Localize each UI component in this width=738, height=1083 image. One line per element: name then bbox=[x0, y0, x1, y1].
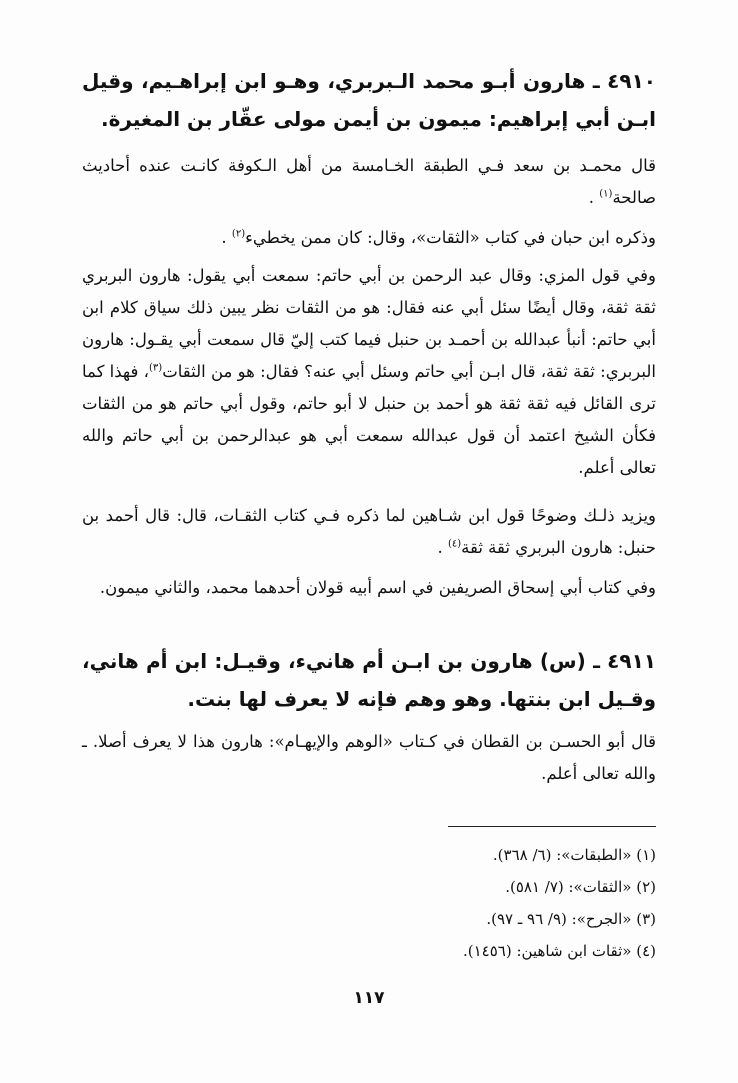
footnote-ref-1[interactable]: (١) bbox=[599, 188, 613, 200]
entry-4910-paragraph-3: وفي قول المزي: وقال عبد الرحمن بن أبي حاتم: سمعت أبي يقول: هارون البربري ثقة ثقة، وقال أيضًا سئل أبي عنه فقال: هو من الثقات نظر يبين ذلك سياق كلام ابن أبي حاتم: أنبأ عبدالله بن أحمـد بن حنبل فيما كتب إليّ قال سمعت أبي يقـول: هارون البربري: ثقة ثقة، قال ابـن أبي حاتم وسئل أبي عنه؟ فقال: هو من الثقات$^{(٣)}$، فهذا كما ترى القائل فيه ثقة ثقة هو أحمد بن حنبل لا أبو حاتم، وقول أبي حاتم هو من الثقات فكأن الشيخ اعتمد أن قول عبدالله سمعت أبي هو عبدالرحمن بن أبي حاتم والله تعالى أعلم. bbox=[82, 266, 656, 477]
footnote-ref-3[interactable]: (٣) bbox=[149, 362, 163, 374]
entry-4911-heading: ٤٩١١ ـ (س) هارون بن ابـن أم هانيء، وقيـل: ابن أم هاني، وقـيل ابن بنتها. وهو وهم فإنه لا يعرف لها بنت. bbox=[82, 649, 656, 711]
footnote-1: (١) «الطبقات»: (٦/ ٣٦٨). bbox=[492, 846, 656, 864]
footnote-2: (٢) «الثقات»: (٧/ ٥٨١). bbox=[505, 878, 656, 896]
entry-4910-paragraph-4: ويزيد ذلـك وضوحًا قول ابن شـاهين لما ذكره فـي كتاب الثقـات، قال: قال أحمد بن حنبل: هارون البربري ثقة ثقة$^{(٤)}$ . bbox=[82, 506, 656, 557]
footnote-ref-4[interactable]: (٤) bbox=[447, 538, 462, 550]
entry-4911-paragraph-1: قال أبو الحسـن بن القطان في كـتاب «الوهم والإيهـام»: هارون هذا لا يعرف أصلا. ـ والله تعالى أعلم. bbox=[82, 732, 656, 783]
footnote-separator bbox=[448, 826, 656, 827]
footnote-4: (٤) «ثقات ابن شاهين: (١٤٥٦). bbox=[463, 942, 656, 960]
entry-4910-heading: ٤٩١٠ ـ هارون أبـو محمد الـبربري، وهـو ابن إبراهـيم، وقيل ابـن أبي إبراهيم: ميمون بن أيمن مولى عقّار بن المغيرة. bbox=[82, 69, 656, 131]
footnote-ref-2[interactable]: (٢) bbox=[231, 228, 246, 240]
entry-4910-paragraph-1: قال محمـد بن سعد فـي الطبقة الخـامسة من أهل الـكوفة كانـت عنده أحاديث صالحة$^{(١)}$ . bbox=[82, 156, 656, 207]
entry-4910-paragraph-2: وذكره ابن حبان في كتاب «الثقات»، وقال: كان ممن يخطيء$^{(٢)}$ . bbox=[221, 228, 656, 247]
footnote-3: (٣) «الجرح»: (٩/ ٩٦ ـ ٩٧). bbox=[486, 910, 656, 928]
page-number: ١١٧ bbox=[353, 988, 385, 1008]
entry-4910-paragraph-5: وفي كتاب أبي إسحاق الصريفين في اسم أبيه قولان أحدهما محمد، والثاني ميمون. bbox=[99, 578, 656, 597]
